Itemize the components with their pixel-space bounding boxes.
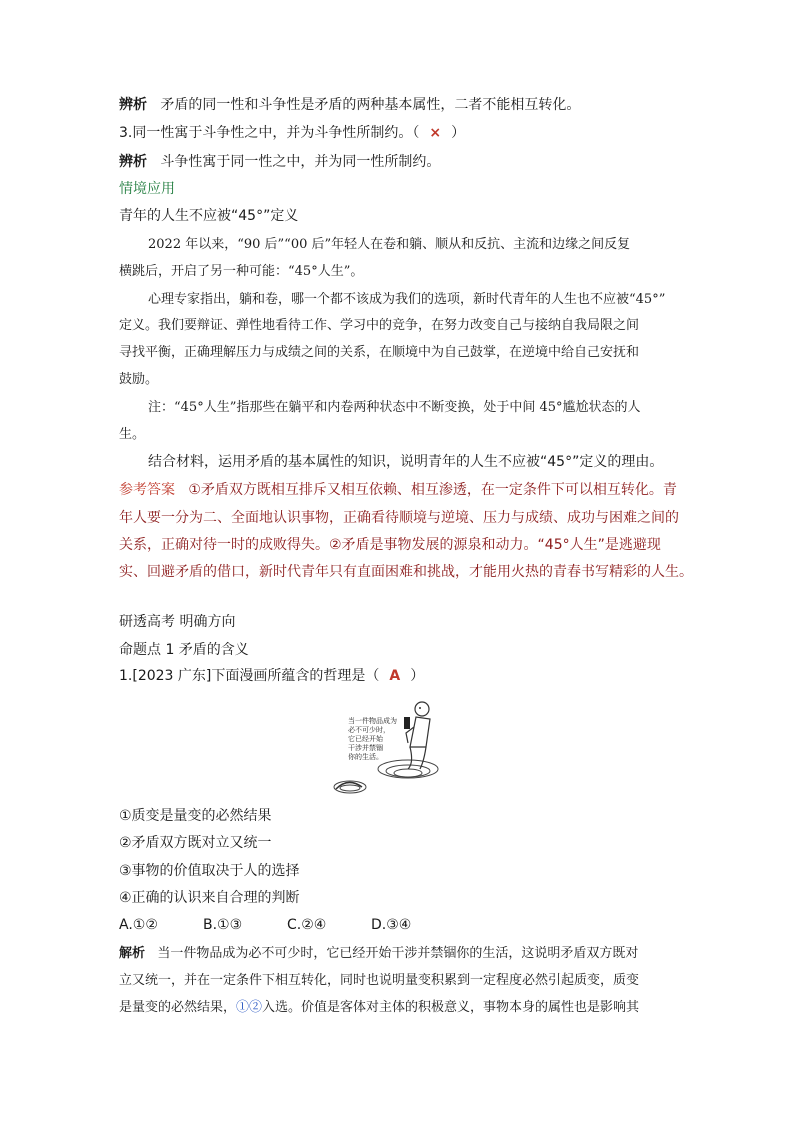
caption-line: 它已经开始 bbox=[348, 735, 383, 743]
explanation-line-1 bbox=[119, 944, 638, 964]
option-2: ②矛盾双方既对立又统一 bbox=[119, 835, 272, 851]
material-p1-line: 2022 年以来，“90 后”“00 后”年轻人在卷和躺、顺从和反抗、主流和边缘之间反复 bbox=[148, 237, 631, 252]
explanation-line-3 bbox=[119, 998, 639, 1018]
explanation-line: 立又统一，并在一定条件下相互转化，同时也说明量变积累到一定程度必然引起质变，质变 bbox=[119, 973, 640, 988]
material-p2-line: 鼓励。 bbox=[119, 372, 159, 387]
answer-mark: A bbox=[389, 668, 401, 684]
material-p2-line: 寻找平衡，正确理解压力与成绩之间的关系，在顺境中为自己鼓掌，在逆境中给自己安抚和 bbox=[119, 345, 640, 360]
caption-line: 当一件物品成为 bbox=[348, 717, 397, 725]
analysis-label-2: 辨析 bbox=[119, 154, 147, 170]
option-3: ③事物的价值取决于人的选择 bbox=[119, 863, 300, 879]
answer-line: 关系，正确对待一时的成败得失。②矛盾是事物发展的源泉和动力。“45°人生”是逃避现 bbox=[119, 537, 661, 553]
explanation-text: 入选。价值是客体对主体的积极意义，事物本身的属性也是影响其 bbox=[262, 1000, 640, 1015]
answer-line: 实、回避矛盾的借口，新时代青年只有直面困难和挑战，才能用火热的青春书写精彩的人生。 bbox=[119, 564, 693, 580]
line-3 bbox=[119, 152, 440, 172]
line-1 bbox=[119, 95, 580, 115]
choice-d: D.③④ bbox=[371, 917, 412, 933]
question-1-text: 1.[2023 广东]下面漫画所蕴含的哲理是（ bbox=[119, 668, 380, 684]
section-subtitle: 命题点 1 矛盾的含义 bbox=[119, 642, 249, 658]
explanation-text: 当一件物品成为必不可少时，它已经开始干涉并禁锢你的生活，这说明矛盾双方既对 bbox=[157, 946, 639, 961]
analysis-text: 矛盾的同一性和斗争性是矛盾的两种基本属性，二者不能相互转化。 bbox=[160, 97, 581, 113]
material-p2-line: 定义。我们要辩证、弹性地看待工作、学习中的竞争，在努力改变自己与接纳自我局限之间 bbox=[119, 318, 640, 333]
picked-options: ①② bbox=[236, 1000, 263, 1015]
question-1 bbox=[119, 666, 424, 686]
material-note-line: 注：“45°人生”指那些在躺平和内卷两种状态中不断变换，处于中间 45°尴尬状态的人 bbox=[148, 400, 641, 415]
answer-line-1 bbox=[119, 480, 677, 500]
material-p2-line: 心理专家指出，躺和卷，哪一个都不该成为我们的选项，新时代青年的人生也不应被“45°” bbox=[148, 292, 666, 307]
wrong-mark: × bbox=[429, 125, 442, 141]
caption-line: 干涉并禁锢 bbox=[348, 744, 383, 752]
answer-text: ①矛盾双方既相互排斥又相互依赖、相互渗透，在一定条件下可以相互转化。青 bbox=[188, 482, 677, 498]
question-1-close: ） bbox=[410, 668, 425, 684]
option-1: ①质变是量变的必然结果 bbox=[119, 808, 272, 824]
statement-3-text: 3.同一性寓于斗争性之中，并为斗争性所制约。（ bbox=[119, 125, 420, 141]
choices-row bbox=[119, 915, 411, 935]
explanation-label: 解析 bbox=[119, 946, 146, 961]
material-note-line: 生。 bbox=[119, 427, 146, 442]
analysis-label: 辨析 bbox=[119, 97, 147, 113]
section-title: 研透高考 明确方向 bbox=[119, 614, 236, 630]
cartoon-image bbox=[330, 697, 442, 802]
choice-c: C.②④ bbox=[287, 917, 327, 933]
material-p1-line: 横跳后，开启了另一种可能：“45°人生”。 bbox=[119, 264, 364, 279]
answer-line: 年人要一分为二、全面地认识事物，正确看待顺境与逆境、压力与成绩、成功与困难之间的 bbox=[119, 510, 679, 526]
statement-3-close: ） bbox=[451, 125, 466, 141]
caption-line: 你的生活。 bbox=[348, 753, 383, 761]
answer-label: 参考答案 bbox=[119, 482, 175, 498]
question-prompt: 结合材料，运用矛盾的基本属性的知识，说明青年的人生不应被“45°”定义的理由。 bbox=[148, 454, 664, 470]
statement-3 bbox=[119, 123, 465, 143]
situation-heading: 情境应用 bbox=[119, 181, 175, 197]
choice-b: B.①③ bbox=[203, 917, 243, 933]
choice-a: A.①② bbox=[119, 917, 158, 933]
analysis-text-2: 斗争性寓于同一性之中，并为同一性所制约。 bbox=[160, 154, 441, 170]
explanation-text: 是量变的必然结果， bbox=[119, 1000, 237, 1015]
cartoon-caption bbox=[348, 717, 397, 762]
material-title: 青年的人生不应被“45°”定义 bbox=[119, 208, 299, 224]
option-4: ④正确的认识来自合理的判断 bbox=[119, 890, 300, 906]
caption-line: 必不可少时， bbox=[348, 726, 390, 734]
